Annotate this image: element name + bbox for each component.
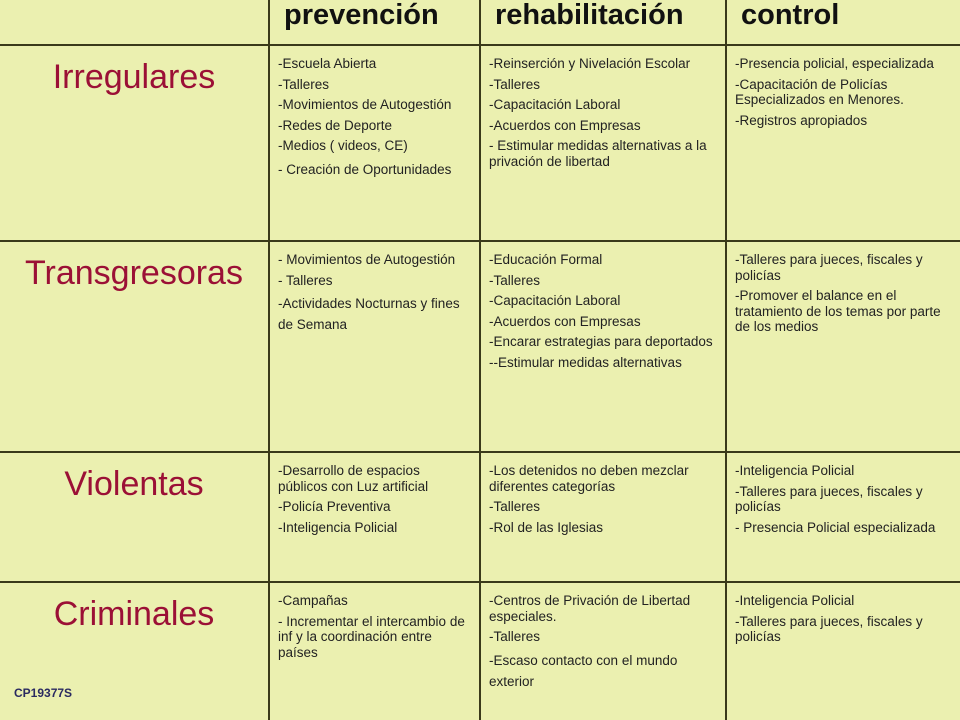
list-item: -Registros apropiados: [735, 112, 868, 128]
list-item: -Medios ( videos, CE): [278, 138, 408, 153]
list-item: -Talleres: [489, 629, 541, 644]
list-item: -Inteligencia Policial: [735, 593, 855, 608]
list-item: -Presencia policial, especializada: [735, 56, 934, 71]
list-item: -Talleres para jueces, fiscales y policías: [735, 483, 923, 514]
list-item: -Talleres: [489, 76, 541, 92]
row-label-violentas: Violentas: [0, 453, 270, 583]
list-item: -Acuerdos con Empresas: [489, 117, 641, 133]
list-item: -Talleres: [489, 499, 541, 514]
list-item: -Talleres: [489, 272, 541, 288]
cell-irregulares-rehabilitacion: [481, 46, 727, 242]
list-item: -Desarrollo de espacios públicos con Luz artificial: [278, 463, 429, 494]
list-item: -Encarar estrategias para deportados: [489, 334, 713, 349]
list-item: -Promover el balance en el tratamiento de los temas por parte de los medios: [735, 288, 941, 334]
row-label-irregulares: Irregulares: [0, 46, 270, 242]
list-item: --Estimular medidas alternativas: [489, 354, 682, 370]
header-prevencion: prevención: [270, 0, 481, 46]
list-item: -Capacitación de Policías Especializados en Menores.: [735, 76, 904, 107]
cell-irregulares-control: [727, 46, 960, 242]
slide-code: CP19377S: [14, 686, 73, 700]
list-item: -Escuela Abierta: [278, 56, 377, 71]
list-item: -Movimientos de Autogestión: [278, 97, 452, 112]
list-item: -Actividades Nocturnas y fines de Semana: [278, 296, 460, 332]
list-item: -Escaso contacto con el mundo exterior: [489, 652, 678, 689]
list-item: -Policía Preventiva: [278, 499, 391, 514]
row-label-transgresoras: Transgresoras: [0, 242, 270, 453]
list-item: -Inteligencia Policial: [735, 463, 855, 478]
header-control: control: [727, 0, 960, 46]
list-item: - Estimular medidas alternativas a la privación de libertad: [489, 138, 707, 169]
list-item: - Creación de Oportunidades: [278, 161, 452, 177]
list-item: - Movimientos de Autogestión: [278, 252, 456, 267]
list-item: -Inteligencia Policial: [278, 519, 398, 535]
row-label-criminales: Criminales: [0, 583, 270, 720]
list-item: -Talleres para jueces, fiscales y policías: [735, 613, 923, 644]
list-item: -Rol de las Iglesias: [489, 519, 604, 535]
cell-criminales-control: [727, 583, 960, 720]
list-item: -Educación Formal: [489, 252, 603, 267]
cell-transgresoras-control: [727, 242, 960, 453]
list-item: -Redes de Deporte: [278, 117, 393, 133]
list-item: -Talleres para jueces, fiscales y policías: [735, 252, 923, 283]
cell-irregulares-prevencion: [270, 46, 481, 242]
cell-violentas-rehabilitacion: [481, 453, 727, 583]
list-item: -Acuerdos con Empresas: [489, 313, 641, 329]
list-item: -Los detenidos no deben mezclar diferentes categorías: [489, 463, 689, 494]
list-item: -Reinserción y Nivelación Escolar: [489, 56, 691, 71]
list-item: -Capacitación Laboral: [489, 97, 621, 112]
header-rehabilitacion: rehabilitación: [481, 0, 727, 46]
cell-criminales-prevencion: [270, 583, 481, 720]
list-item: -Capacitación Laboral: [489, 293, 621, 308]
list-item: -Centros de Privación de Libertad especiales.: [489, 593, 691, 624]
list-item: - Incrementar el intercambio de inf y la coordinación entre países: [278, 613, 465, 660]
cell-violentas-control: [727, 453, 960, 583]
list-item: -Campañas: [278, 593, 348, 608]
header-corner: [0, 0, 270, 46]
cell-criminales-rehabilitacion: [481, 583, 727, 720]
list-item: -Talleres: [278, 76, 330, 92]
cell-violentas-prevencion: [270, 453, 481, 583]
list-item: - Presencia Policial especializada: [735, 519, 936, 535]
cell-transgresoras-prevencion: [270, 242, 481, 453]
cell-transgresoras-rehabilitacion: [481, 242, 727, 453]
list-item: - Talleres: [278, 272, 333, 288]
